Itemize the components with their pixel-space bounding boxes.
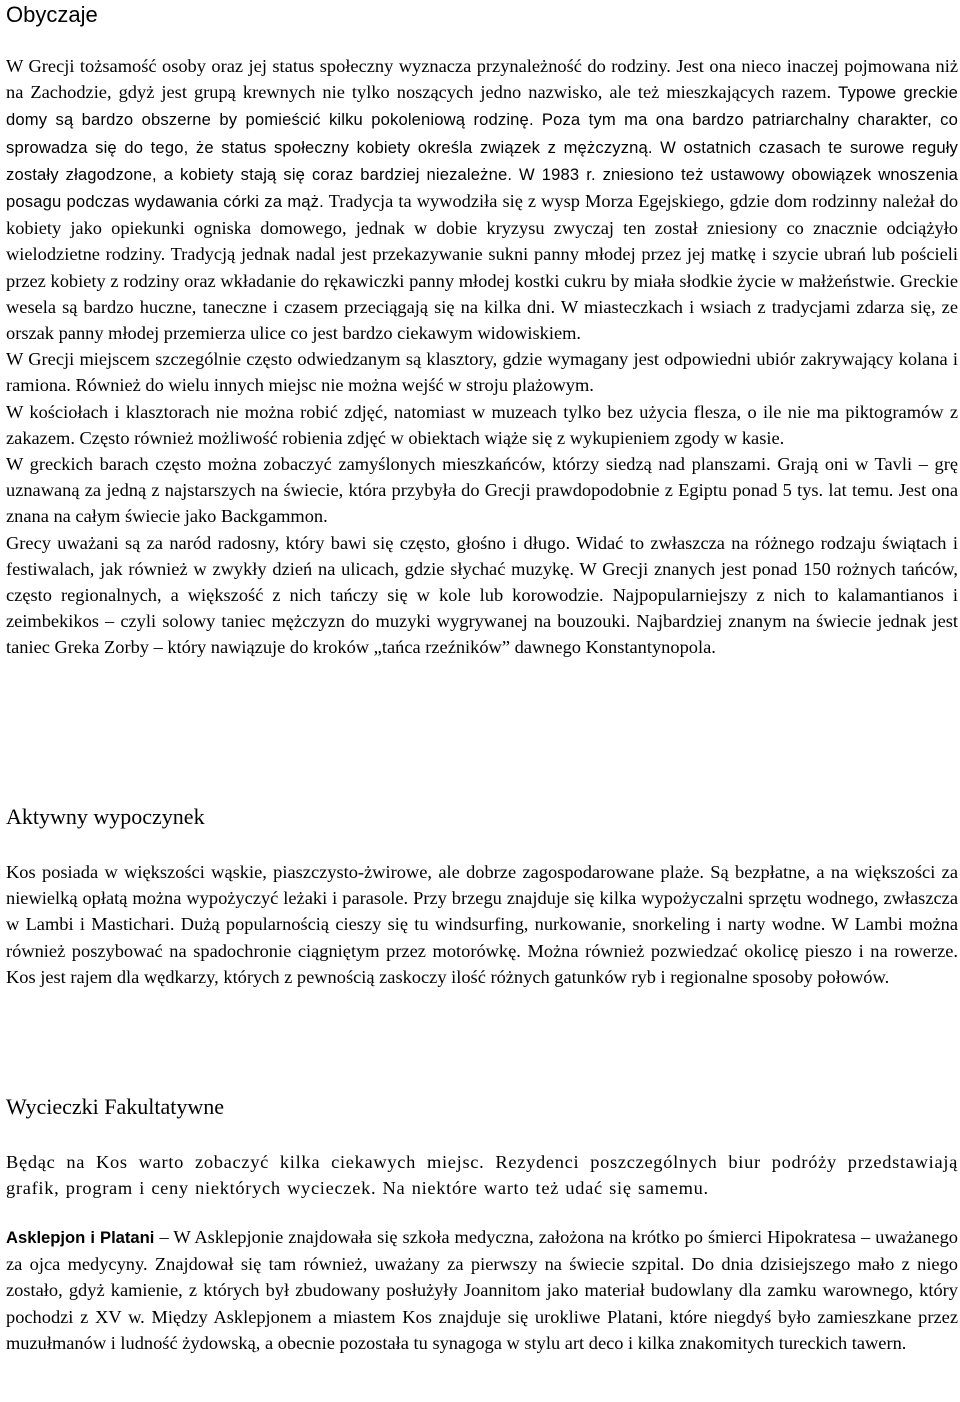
obyczaje-body (6, 53, 958, 661)
obyczaje-paragraph-5: Grecy uważani są za naród radosny, który bawi się często, głośno i długo. Widać to zwłaszcza na różnego rodzaju świątach i festiwalach, jak również w zwykły dzień na ulicach, gdzie słychać muzykę. W Grecji znanych jest ponad 150 rożnych tańców, często regionalnych, a większość z nich tańczy się w kole lub korowodzie. Najpopularniejszy z nich to kalamantianos i zeimbekikos – czyli solowy taniec mężczyzn do muzyki wygrywanej na bouzouki. Najbardziej znanym na świecie jednak jest taniec Greka Zorby – który nawiązuje do kroków „tańca rzeźników” dawnego Konstantynopola. (6, 532, 958, 658)
wycieczki-body (6, 1149, 958, 1201)
section-title-aktywny-wypoczynek: Aktywny wypoczynek (6, 804, 205, 829)
wycieczki-attraction (6, 1224, 958, 1356)
wycieczki-paragraph-1: Będąc na Kos warto zobaczyć kilka ciekawych miejsc. Rezydenci poszczególnych biur podróży przedstawiają grafik, program i ceny niektórych wycieczek. Na niektóre warto też udać się samemu. (6, 1152, 958, 1199)
aktywny-paragraph-1: Kos posiada w większości wąskie, piaszczysto-żwirowe, ale dobrze zagospodarowane plaże. Są bezpłatne, a na większości za niewielką opłatą można wypożyczyć leżaki i parasole. Przy brzegu znajduje się kilka wypożyczalni sprzętu wodnego, zwłaszcza w Lambi i Mastichari. Dużą popularnością cieszy się tu windsurfing, nurkowanie, snorkeling i narty wodne. W Lambi można również poszybować na spadochronie ciągniętym przez motorówkę. Można również pozwiedzać okolicę pieszo i na rowerze. Kos jest rajem dla wędkarzy, których z pewnością zaskoczy ilość różnych gatunków ryb i regionalne sposoby połowów. (6, 862, 958, 987)
obyczaje-sentence-1: W Grecji tożsamość osoby oraz jej status społeczny wyznacza przynależność do rodziny. Jest ona nieco inaczej pojmowana niż na Zachodzie, gdyż jest grupą krewnych nie tylko noszących jedno nazwisko, ale też mieszkających razem. (6, 56, 958, 103)
obyczaje-paragraph-1 (6, 53, 958, 346)
section-title-obyczaje: Obyczaje (6, 2, 98, 27)
obyczaje-sentence-3: Poza tym ma ona bardzo patriarchalny charakter, co sprowadza się do tego, że status społeczny kobiety określa związek z mężczyzną. (6, 110, 958, 157)
wycieczki-paragraph-2 (6, 1224, 958, 1356)
obyczaje-sentence-5: zniesiono też ustawowy obowiązek wnoszenia posagu podczas wydawania córki za mąż. (6, 164, 958, 212)
attraction-name: Asklepjon i Platani (6, 1228, 155, 1247)
obyczaje-sentence-4: W ostatnich czasach te surowe reguły zostały złagodzone, a kobiety stają się coraz bardziej niezależne. W 1983 r. (6, 137, 958, 184)
aktywny-body (6, 859, 958, 990)
attraction-description: – W Asklepjonie znajdowała się szkoła medyczna, założona na krótko po śmierci Hipokratesa – uważanego za ojca medycyny. Znajdował się tam również, uważany za pierwszy na świecie szpital. Do dnia dzisiejszego mało z niego zostało, gdyż kamienie, z których był zbudowany posłużyły Joannitom jako materiał budowlany dla zamku warownego, który pochodzi z XV w. Między Asklepjonem a miastem Kos znajduje się urokliwe Platani, które niegdyś było zamieszkane przez muzułmanów i ludność żydowską, a obecnie pozostała tu synagoga w stylu art deco i kilka znakomitych tureckich tawern. (6, 1227, 958, 1353)
obyczaje-sentence-2: Typowe greckie domy są bardzo obszerne by pomieścić kilku pokoleniową rodzinę. (6, 83, 958, 130)
obyczaje-paragraph-3: W kościołach i klasztorach nie można robić zdjęć, natomiast w muzeach tylko bez użycia flesza, o ile nie ma piktogramów z zakazem. Często również możliwość robienia zdjęć w obiektach wiąże się z wykupieniem zgody w kasie. (6, 401, 958, 448)
obyczaje-paragraph-2: W Grecji miejscem szczególnie często odwiedzanym są klasztory, gdzie wymagany jest odpowiedni ubiór zakrywający kolana i ramiona. Również do wielu innych miejsc nie można wejść w stroju plażowym. (6, 349, 958, 396)
obyczaje-sentence-6: Tradycja ta wywodziła się z wysp Morza Egejskiego, gdzie dom rodzinny należał do kobiety jako opiekunki ogniska domowego, jednak w dobie kryzysu zwyczaj ten został zniesiony co znacznie odciążyło wielodzietne rodziny. Tradycją jednak nadal jest przekazywanie sukni panny młodej przez jej matkę i szycie ubrań lub pościeli przez kobiety z rodziny oraz wkładanie do rękawiczki panny młodej kostki cukru by miała słodkie życie w małżeństwie. Greckie wesela są bardzo huczne, taneczne i czasem przeciągają się na kilka dni. W miasteczkach i wsiach z tradycjami zdarza się, ze orszak panny młodej przemierza ulice co jest bardzo ciekawym widowiskiem. (6, 191, 959, 344)
section-title-wycieczki-fakultatywne: Wycieczki Fakultatywne (6, 1094, 224, 1119)
obyczaje-paragraph-4: W greckich barach często można zobaczyć zamyślonych mieszkańców, którzy siedzą nad planszami. Grają oni w Tavli – grę uznawaną za jedną z najstarszych na świecie, która przybyła do Grecji prawdopodobnie z Egiptu ponad 5 tys. lat temu. Jest ona znana na całym świecie jako Backgammon. (6, 454, 958, 527)
